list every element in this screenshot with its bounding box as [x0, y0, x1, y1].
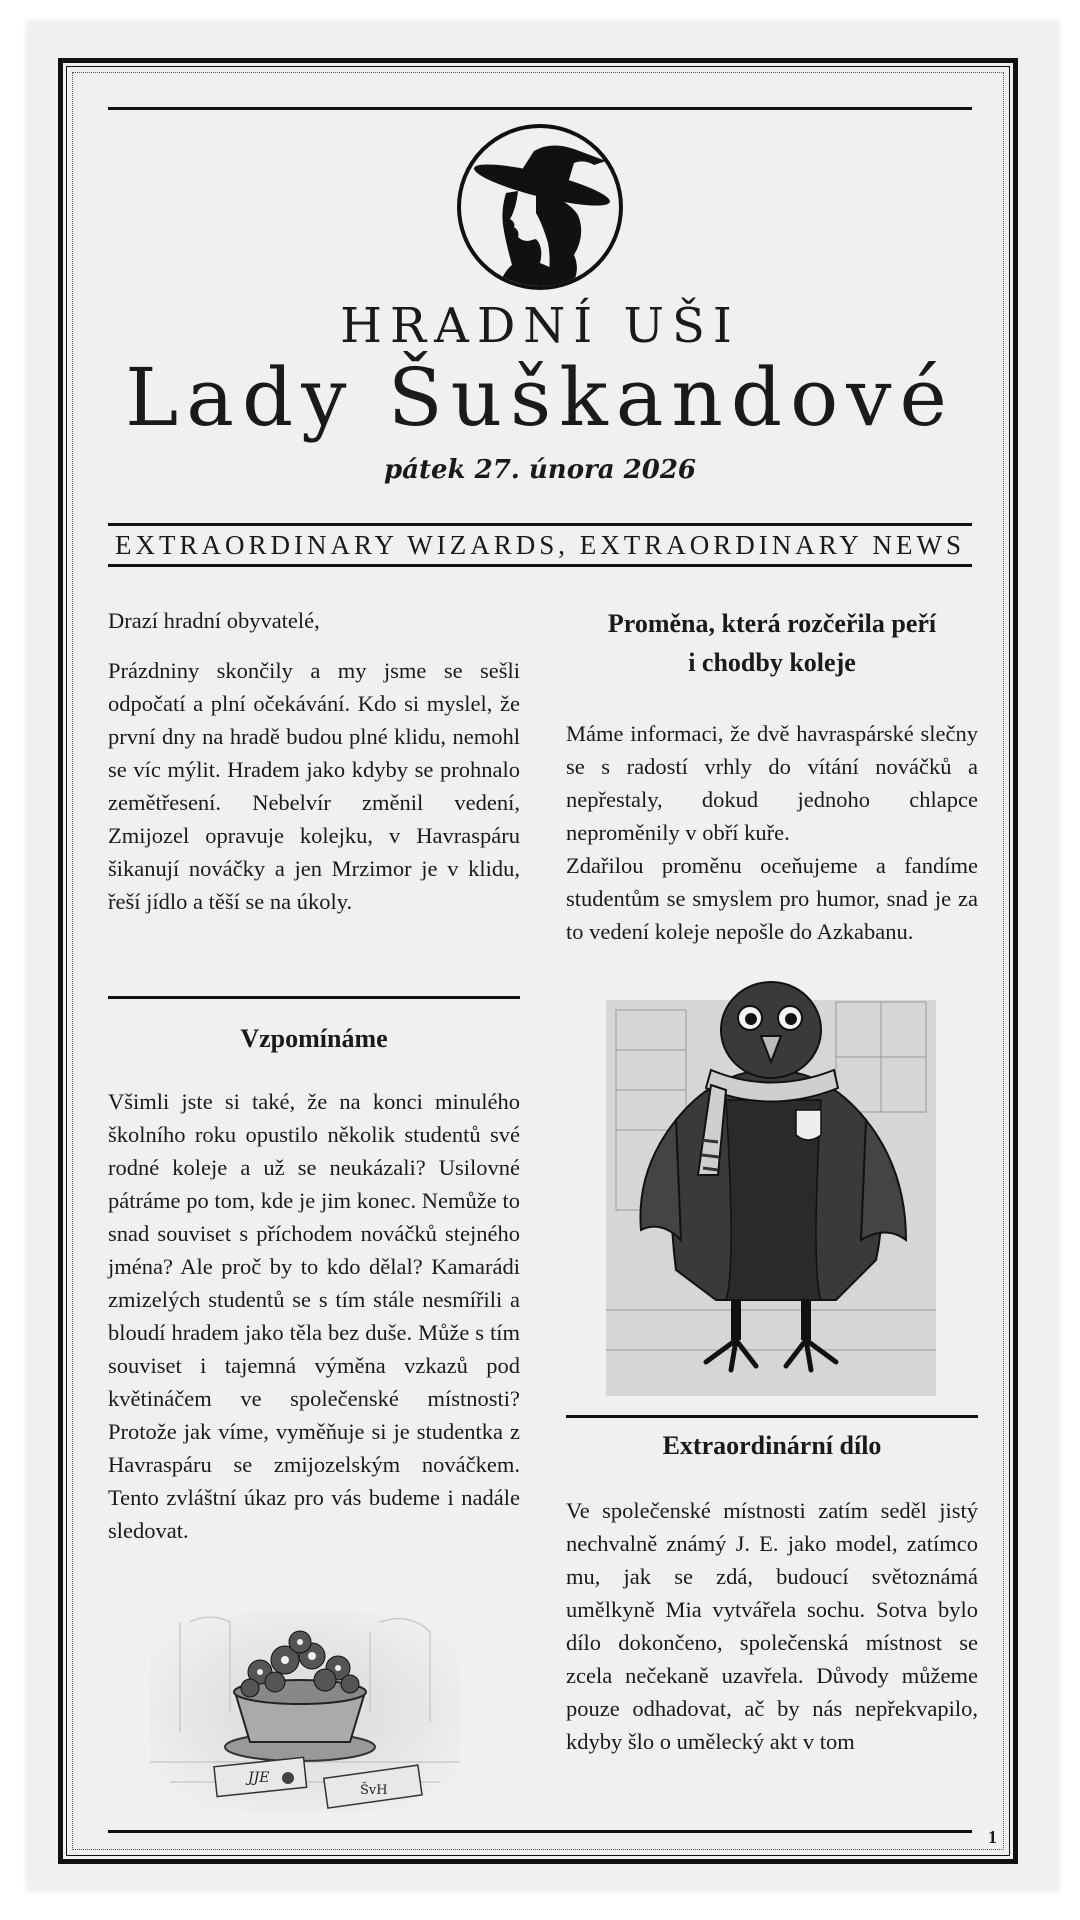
- right-column-article1: [566, 717, 978, 948]
- promena-paragraph-1: Máme informaci, že dvě havraspárské slečny se s radostí vrhly do vítání nováčků a nepřestaly, dokud jednoho chlapce neproměnily v obří kuře.: [566, 721, 978, 845]
- heading-vzpominame: Vzpomínáme: [240, 1024, 388, 1053]
- page-number: 1: [988, 1827, 997, 1847]
- tagline-rule-top: [108, 523, 972, 526]
- dilo-paragraph: Ve společenské místnosti zatím seděl jistý nechvalně známý J. E. jako model, zatímco mu, jak se zdá, budoucí světoznámá umělkyně Mia vytvářela sochu. Sotva bylo dílo dokončeno, společenská místnost se zcela nečekaně uzavřela. Důvody můžeme pouze odhadovat, ač by nás nepřekvapilo, kdyby šlo o umělecký akt v tom: [566, 1498, 978, 1754]
- masthead-title-main: Lady Šuškandové: [125, 351, 955, 444]
- left-column-intro: [108, 604, 520, 918]
- left-section-rule: [108, 996, 520, 999]
- heading-promena-line2: i chodby koleje: [688, 648, 856, 677]
- right-section-rule: [566, 1415, 978, 1418]
- heading-promena-line1: Proměna, která rozčeřila peří: [607, 609, 937, 638]
- note-svh: ŠvH: [360, 1783, 388, 1798]
- heading-promena: [566, 604, 978, 682]
- greeting: Drazí hradní obyvatelé,: [108, 608, 320, 633]
- chicken-student-illustration: [606, 970, 936, 1396]
- left-column-section: [108, 1085, 520, 1547]
- witch-silhouette-icon: [456, 123, 624, 291]
- issue-date: pátek 27. února 2026: [383, 455, 697, 485]
- note-jje: JJE: [248, 1770, 270, 1786]
- masthead-title-top: HRADNÍ UŠI: [340, 298, 740, 354]
- tagline: EXTRAORDINARY WIZARDS, EXTRAORDINARY NEWS: [115, 530, 965, 560]
- flowerpot-illustration: [150, 1612, 460, 1812]
- intro-paragraph: Prázdniny skončily a my jsme se sešli odpočatí a plní očekávání. Kdo si myslel, že první dny na hradě budou plné klidu, nemohl se víc mýlit. Hradem jako kdyby se prohnalo zemětřesení. Nebelvír změnil vedení, Zmijozel opravuje kolejku, v Havraspáru šikanují nováčky a jen Mrzimor je v klidu, řeší jídlo a těší se na úkoly.: [108, 658, 520, 914]
- bottom-rule: [108, 1830, 972, 1833]
- vzpominame-paragraph: Všimli jste si také, že na konci minulého školního roku opustilo několik studentů své rodné koleje a už se neukázali? Usilovné pátráme po tom, kde je jim konec. Nemůže to snad souviset s příchodem nováčků stejného jména? Ale proč by to kdo dělal? Kamarádi zmizelých studentů se s tím stále nesmířili a bloudí hradem jako těla bez duše. Může s tím souviset i tajemná výměna vzkazů pod květináčem ve společenské místnosti? Protože jak víme, vyměňuje si je studentka z Havraspáru se zmijozelským nováčkem. Tento zvláštní úkaz pro vás budeme i nadále sledovat.: [108, 1089, 520, 1543]
- heading-extraordinarni-dilo: Extraordinární dílo: [662, 1431, 882, 1460]
- promena-paragraph-2: Zdařilou proměnu oceňujeme a fandíme studentům se smyslem pro humor, snad je za to vedení koleje nepošle do Azkabanu.: [566, 853, 978, 944]
- top-rule: [108, 107, 972, 110]
- tagline-rule-bottom: [108, 564, 972, 567]
- right-column-article2: [566, 1494, 978, 1758]
